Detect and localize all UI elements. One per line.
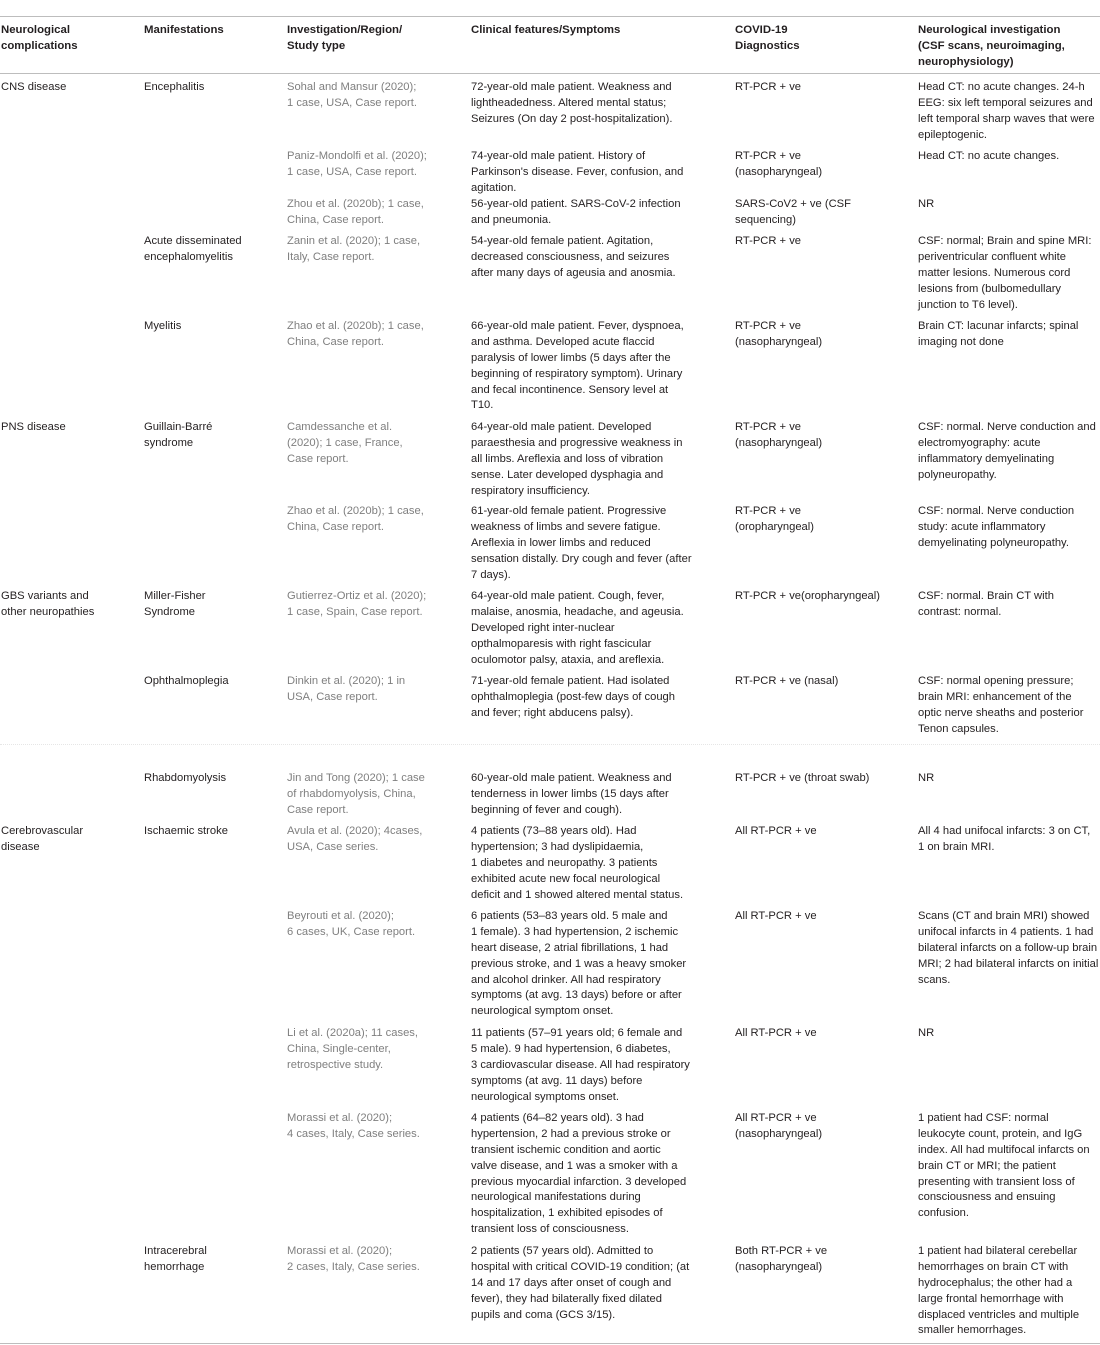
cell-line: respiratory insufficiency. <box>471 484 590 497</box>
cell-line: 60-year-old male patient. Weakness and <box>471 772 672 784</box>
header-line: Neurological investigation <box>918 24 1061 36</box>
cell-line: valve disease, and 1 was a smoker with a <box>471 1159 678 1172</box>
cell-line: Guillain-Barré <box>144 421 213 433</box>
cell-line: CSF: normal. Nerve conduction <box>918 505 1075 517</box>
cell-line: transient ischemic condition and aortic <box>471 1143 661 1156</box>
cell-line: 4 patients (64–82 years old). 3 had <box>471 1112 644 1124</box>
row-diagnostics <box>735 149 822 181</box>
cell-line: unifocal infarcts in 4 patients. 1 had <box>918 925 1094 938</box>
cell-line: tenderness in lower limbs (15 days after <box>471 787 669 800</box>
cell-line: 74-year-old male patient. History of <box>471 150 646 162</box>
cell-line: deficit and 1 showed altered mental status. <box>471 888 684 901</box>
row-manifestation <box>144 319 181 335</box>
row-group-label <box>1 589 94 621</box>
cell-line: Myelitis <box>144 320 182 332</box>
row-investigation <box>918 80 1095 144</box>
row-group-label <box>1 420 66 436</box>
cell-line: NR <box>918 1027 935 1039</box>
cell-line: Case report. <box>287 452 349 465</box>
cell-line: 1 case, USA, Case report. <box>287 165 417 178</box>
cell-line: RT-PCR + ve <box>735 320 802 332</box>
cell-line: 14 and 17 days after onset of cough and <box>471 1276 672 1289</box>
cell-line: All RT-PCR + ve <box>735 1027 817 1039</box>
cell-line: (nasopharyngeal) <box>735 1260 823 1273</box>
cell-line: junction to T6 level). <box>918 298 1018 311</box>
row-clinical-features <box>471 319 684 414</box>
row-diagnostics <box>735 319 822 351</box>
row-clinical-features <box>471 149 683 197</box>
cell-line: displaced ventricles and multiple <box>918 1308 1080 1321</box>
cell-line: oculomotor palsy, ataxia, and areflexia. <box>471 653 665 666</box>
cell-line: hospital with critical COVID-19 condition; (at <box>471 1260 690 1273</box>
cell-line: opthalmoparesis with right fascicular <box>471 637 652 650</box>
cell-line: syndrome <box>144 436 194 449</box>
cell-line: NR <box>918 198 935 210</box>
cell-line: Cerebrovascular <box>1 825 84 837</box>
header-neurological-complications <box>1 23 78 55</box>
row-manifestation <box>144 674 229 690</box>
cell-line: sequencing) <box>735 213 796 226</box>
cell-line: GBS variants and <box>1 590 89 602</box>
cell-line: T10. <box>471 399 494 412</box>
cell-line: previous myocardial infarction. 3 developed <box>471 1175 687 1188</box>
cell-line: 4 patients (73–88 years old). Had <box>471 825 637 837</box>
row-study-reference <box>287 1111 420 1143</box>
cell-line: all limbs. Areflexia and loss of vibration <box>471 452 664 465</box>
cell-line: RT-PCR + ve <box>735 150 802 162</box>
cell-line: Acute disseminated <box>144 235 242 247</box>
cell-line: 1 diabetes and neuropathy. 3 patients <box>471 856 658 869</box>
cell-line: optic nerve sheaths and posterior <box>918 706 1084 719</box>
cell-line: Head CT: no acute changes. 24-h <box>918 81 1085 93</box>
header-clinical-features <box>471 23 620 39</box>
row-group-label <box>1 824 83 856</box>
row-study-reference <box>287 771 425 819</box>
cell-line: Zhao et al. (2020b); 1 case, <box>287 505 424 517</box>
cell-line: CSF: normal. Nerve conduction and <box>918 421 1096 433</box>
cell-line: USA, Case series. <box>287 840 379 853</box>
cell-line: symptoms (at avg. 11 days) before <box>471 1074 643 1087</box>
cell-line: CNS disease <box>1 81 67 93</box>
cell-line: periventricular confluent white <box>918 250 1066 263</box>
cell-line: hypertension, 2 had a previous stroke or <box>471 1127 671 1140</box>
cell-line: neurological symptom onset. <box>471 1005 614 1018</box>
cell-line: 11 patients (57–91 years old; 6 female and <box>471 1027 683 1039</box>
header-line: Manifestations <box>144 24 224 36</box>
cell-line: 1 patient had bilateral cerebellar <box>918 1245 1078 1257</box>
header-line: COVID-19 <box>735 24 788 36</box>
header-line: Study type <box>287 39 346 52</box>
cell-line: 2 cases, Italy, Case series. <box>287 1260 420 1273</box>
cell-line: China, Single-center, <box>287 1042 391 1055</box>
row-investigation <box>918 197 934 213</box>
cell-line: weakness of limbs and severe fatigue. <box>471 520 661 533</box>
cell-line: RT-PCR + ve(oropharyngeal) <box>735 590 880 602</box>
header-investigation-region <box>287 23 402 55</box>
cell-line: Tenon capsules. <box>918 722 999 735</box>
cell-line: paraesthesia and progressive weakness in <box>471 436 683 449</box>
cell-line: NR <box>918 772 935 784</box>
cell-line: hospitalization, 1 exhibited episodes of <box>471 1207 663 1220</box>
row-investigation <box>918 234 1091 313</box>
row-diagnostics <box>735 589 880 605</box>
row-clinical-features <box>471 771 672 819</box>
cell-line: 71-year-old female patient. Had isolated <box>471 675 670 687</box>
cell-line: 4 cases, Italy, Case series. <box>287 1127 420 1140</box>
header-neurological-investigation <box>918 23 1065 70</box>
cell-line: after many days of ageusia and anosmia. <box>471 266 676 279</box>
row-study-reference <box>287 824 422 856</box>
cell-line: 1 case, Spain, Case report. <box>287 605 423 618</box>
row-diagnostics <box>735 234 801 250</box>
cell-line: 1 patient had CSF: normal <box>918 1112 1049 1124</box>
cell-line: MRI; 2 had bilateral infarcts on initial <box>918 957 1099 970</box>
cell-line: consciousness and ensuing <box>918 1191 1056 1204</box>
cell-line: (nasopharyngeal) <box>735 335 823 348</box>
row-study-reference <box>287 197 424 229</box>
cell-line: large frontal hemorrhage with <box>918 1292 1064 1305</box>
row-study-reference <box>287 420 403 468</box>
header-line: neurophysiology) <box>918 55 1014 68</box>
cell-line: (nasopharyngeal) <box>735 436 823 449</box>
cell-line: 3 cardiovascular disease. All had respiratory <box>471 1058 690 1071</box>
cell-line: demyelinating polyneuropathy. <box>918 536 1069 549</box>
cell-line: ophthalmoplegia (post-few days of cough <box>471 690 675 703</box>
cell-line: Head CT: no acute changes. <box>918 150 1060 162</box>
cell-line: China, Case report. <box>287 213 385 226</box>
cell-line: Areflexia in lower limbs and reduced <box>471 536 651 549</box>
row-study-reference <box>287 149 427 181</box>
row-clinical-features <box>471 1244 689 1323</box>
row-diagnostics <box>735 1111 822 1143</box>
cell-line: left temporal sharp waves that were <box>918 112 1095 125</box>
row-investigation <box>918 674 1083 738</box>
cell-line: USA, Case report. <box>287 690 378 703</box>
cell-line: Case report. <box>287 803 349 816</box>
cell-line: Both RT-PCR + ve <box>735 1245 828 1257</box>
cell-line: EEG: six left temporal seizures and <box>918 96 1093 109</box>
cell-line: Seizures (On day 2 post-hospitalization). <box>471 112 673 125</box>
cell-line: neurological symptoms onset. <box>471 1090 619 1103</box>
cell-line: (2020); 1 case, France, <box>287 436 403 449</box>
cell-line: CSF: normal opening pressure; <box>918 675 1074 687</box>
row-investigation <box>918 1026 934 1042</box>
row-clinical-features <box>471 674 675 722</box>
row-study-reference <box>287 909 415 941</box>
cell-line: Paniz-Mondolfi et al. (2020); <box>287 150 427 162</box>
header-line: Diagnostics <box>735 39 800 52</box>
header-line: Clinical features/Symptoms <box>471 24 621 36</box>
cell-line: 5 male). 9 had hypertension, 6 diabetes, <box>471 1042 671 1055</box>
cell-line: and alcohol drinker. All had respiratory <box>471 973 661 986</box>
cell-line: (nasopharyngeal) <box>735 165 823 178</box>
cell-line: 61-year-old female patient. Progressive <box>471 505 667 517</box>
cell-line: malaise, anosmia, headache, and ageusia. <box>471 605 684 618</box>
cell-line: Encephalitis <box>144 81 205 93</box>
cell-line: Scans (CT and brain MRI) showed <box>918 910 1090 922</box>
cell-line: decreased consciousness, and seizures <box>471 250 670 263</box>
cell-line: 6 cases, UK, Case report. <box>287 925 416 938</box>
cell-line: lesions from (bulbomedullary <box>918 282 1062 295</box>
cell-line: Beyrouti et al. (2020); <box>287 910 394 922</box>
cell-line: Zhao et al. (2020b); 1 case, <box>287 320 424 332</box>
cell-line: China, Case report. <box>287 335 385 348</box>
row-clinical-features <box>471 909 686 1020</box>
cell-line: previous stroke, and 1 was a heavy smoker <box>471 957 687 970</box>
cell-line: 64-year-old male patient. Cough, fever, <box>471 590 665 602</box>
header-manifestations <box>144 23 224 39</box>
row-diagnostics <box>735 80 801 96</box>
cell-line: 66-year-old male patient. Fever, dyspnoea, <box>471 320 684 332</box>
row-diagnostics <box>735 824 817 840</box>
cell-line: SARS-CoV2 + ve (CSF <box>735 198 851 210</box>
cell-line: 54-year-old female patient. Agitation, <box>471 235 654 247</box>
cell-line: Li et al. (2020a); 11 cases, <box>287 1027 419 1039</box>
row-manifestation <box>144 80 204 96</box>
row-manifestation <box>144 234 242 266</box>
cell-line: symptoms (at avg. 13 days) before or after <box>471 989 682 1002</box>
cell-line: Italy, Case report. <box>287 250 375 263</box>
cell-line: All RT-PCR + ve <box>735 910 817 922</box>
row-investigation <box>918 420 1096 484</box>
cell-line: CSF: normal. Brain CT with <box>918 590 1054 602</box>
row-clinical-features <box>471 589 684 668</box>
cell-line: 1 on brain MRI. <box>918 840 995 853</box>
cell-line: Gutierrez-Ortiz et al. (2020); <box>287 590 427 602</box>
cell-line: beginning of fever and cough). <box>471 803 623 816</box>
cell-line: RT-PCR + ve <box>735 421 802 433</box>
cell-line: neurological manifestations during <box>471 1191 641 1204</box>
cell-line: epileptogenic. <box>918 128 988 141</box>
cell-line: disease <box>1 840 40 853</box>
table-header <box>0 16 1100 74</box>
row-manifestation <box>144 824 228 840</box>
cell-line: Dinkin et al. (2020); 1 in <box>287 675 406 687</box>
cell-line: RT-PCR + ve (nasal) <box>735 675 839 687</box>
row-manifestation <box>144 420 212 452</box>
cell-line: electromyography: acute <box>918 436 1041 449</box>
row-study-reference <box>287 674 405 706</box>
cell-line: pupils and coma (GCS 3/15). <box>471 1308 616 1321</box>
cell-line: transient loss of consciousness. <box>471 1223 629 1236</box>
cell-line: leukocyte count, protein, and IgG <box>918 1127 1083 1140</box>
cell-line: heart disease, 2 atrial fibrillations, 1 had <box>471 941 669 954</box>
cell-line: and pneumonia. <box>471 213 552 226</box>
row-study-reference <box>287 1026 418 1074</box>
cell-line: Camdessanche et al. <box>287 421 393 433</box>
row-clinical-features <box>471 420 682 499</box>
row-diagnostics <box>735 197 851 229</box>
cell-line: Intracerebral <box>144 1245 207 1257</box>
row-manifestation <box>144 771 226 787</box>
row-study-reference <box>287 589 426 621</box>
cell-line: Sohal and Mansur (2020); <box>287 81 417 93</box>
cell-line: 1 case, USA, Case report. <box>287 96 417 109</box>
cell-line: imaging not done <box>918 335 1004 348</box>
row-investigation <box>918 771 934 787</box>
cell-line: of rhabdomyolysis, China, <box>287 787 416 800</box>
cell-line: (nasopharyngeal) <box>735 1127 823 1140</box>
cell-line: lightheadedness. Altered mental status; <box>471 96 667 109</box>
cell-line: presenting with transient loss of <box>918 1175 1075 1188</box>
row-study-reference <box>287 319 424 351</box>
cell-line: Brain CT: lacunar infarcts; spinal <box>918 320 1079 332</box>
row-investigation <box>918 909 1098 988</box>
cell-line: fever), they had bilaterally fixed dilated <box>471 1292 662 1305</box>
cell-line: smaller hemorrhages. <box>918 1324 1027 1337</box>
cell-line: Avula et al. (2020); 4cases, <box>287 825 423 837</box>
row-study-reference <box>287 234 420 266</box>
table-bottom-rule <box>0 1343 1100 1344</box>
cell-line: Parkinson's disease. Fever, confusion, and <box>471 165 684 178</box>
cell-line: 64-year-old male patient. Developed <box>471 421 652 433</box>
cell-line: 1 female). 3 had hypertension, 2 ischemic <box>471 925 679 938</box>
header-line: Investigation/Region/ <box>287 24 403 36</box>
cell-line: All 4 had unifocal infarcts: 3 on CT, <box>918 825 1091 837</box>
row-investigation <box>918 504 1074 552</box>
cell-line: and fever; right abducens palsy). <box>471 706 634 719</box>
cell-line: scans. <box>918 973 951 986</box>
cell-line: index. All had multifocal infarcts on <box>918 1143 1090 1156</box>
cell-line: Zhou et al. (2020b); 1 case, <box>287 198 424 210</box>
cell-line: 6 patients (53–83 years old. 5 male and <box>471 910 668 922</box>
header-covid-diagnostics <box>735 23 800 55</box>
cell-line: RT-PCR + ve <box>735 235 802 247</box>
cell-line: China, Case report. <box>287 520 385 533</box>
row-investigation <box>918 1111 1090 1222</box>
cell-line: paralysis of lower limbs (5 days after the <box>471 351 671 364</box>
cell-line: 56-year-old patient. SARS-CoV-2 infection <box>471 198 681 210</box>
row-clinical-features <box>471 1111 686 1238</box>
cell-line: retrospective study. <box>287 1058 384 1071</box>
cell-line: bilateral infarcts on a follow-up brain <box>918 941 1098 954</box>
header-line: complications <box>1 39 78 52</box>
row-diagnostics <box>735 909 817 925</box>
cell-line: brain CT or MRI; the patient <box>918 1159 1056 1172</box>
cell-line: brain MRI: enhancement of the <box>918 690 1072 703</box>
row-diagnostics <box>735 771 869 787</box>
cell-line: Ophthalmoplegia <box>144 675 229 687</box>
cell-line: inflammatory demyelinating <box>918 452 1055 465</box>
cell-line: RT-PCR + ve (throat swab) <box>735 772 870 784</box>
cell-line: Rhabdomyolysis <box>144 772 227 784</box>
row-investigation <box>918 1244 1079 1339</box>
cell-line: RT-PCR + ve <box>735 505 802 517</box>
row-clinical-features <box>471 197 681 229</box>
cell-line: Jin and Tong (2020); 1 case <box>287 772 425 784</box>
row-investigation <box>918 149 1059 165</box>
cell-line: hypertension; 3 had dyslipidaemia, <box>471 840 644 853</box>
row-group-label <box>1 80 66 96</box>
row-diagnostics <box>735 1026 817 1042</box>
cell-line: Ischaemic stroke <box>144 825 228 837</box>
cell-line: and fecal incontinence. Sensory level at <box>471 383 669 396</box>
cell-line: confusion. <box>918 1207 969 1220</box>
header-line: Neurological <box>1 24 70 36</box>
cell-line: All RT-PCR + ve <box>735 825 817 837</box>
cell-line: hemorrhages on brain CT with <box>918 1260 1069 1273</box>
cell-line: exhibited acute new focal neurological <box>471 872 661 885</box>
cell-line: Miller-Fisher <box>144 590 206 602</box>
row-investigation <box>918 319 1078 351</box>
row-diagnostics <box>735 504 814 536</box>
cell-line: matter lesions. Numerous cord <box>918 266 1071 279</box>
cell-line: other neuropathies <box>1 605 95 618</box>
page-break-divider <box>0 744 1100 746</box>
cell-line: encephalomyelitis <box>144 250 233 263</box>
cell-line: polyneuropathy. <box>918 468 997 481</box>
cell-line: 2 patients (57 years old). Admitted to <box>471 1245 654 1257</box>
cell-line: beginning of respiratory symptom). Urinary <box>471 367 683 380</box>
cell-line: All RT-PCR + ve <box>735 1112 817 1124</box>
row-investigation <box>918 589 1054 621</box>
cell-line: hydrocephalus; the other had a <box>918 1276 1073 1289</box>
cell-line: and asthma. Developed acute flaccid <box>471 335 655 348</box>
row-manifestation <box>144 1244 207 1276</box>
cell-line: 72-year-old male patient. Weakness and <box>471 81 672 93</box>
row-diagnostics <box>735 674 838 690</box>
cell-line: Syndrome <box>144 605 195 618</box>
cell-line: sense. Later developed dysphagia and <box>471 468 664 481</box>
cell-line: sensation distally. Dry cough and fever (after <box>471 552 692 565</box>
row-diagnostics <box>735 1244 827 1276</box>
cell-line: study: acute inflammatory <box>918 520 1046 533</box>
cell-line: contrast: normal. <box>918 605 1002 618</box>
cell-line: (oropharyngeal) <box>735 520 814 533</box>
row-clinical-features <box>471 504 692 583</box>
cell-line: hemorrhage <box>144 1260 205 1273</box>
cell-line: Morassi et al. (2020); <box>287 1112 393 1124</box>
row-investigation <box>918 824 1090 856</box>
row-clinical-features <box>471 80 672 128</box>
row-diagnostics <box>735 420 822 452</box>
row-clinical-features <box>471 1026 690 1105</box>
header-line: (CSF scans, neuroimaging, <box>918 39 1065 52</box>
row-manifestation <box>144 589 206 621</box>
cell-line: RT-PCR + ve <box>735 81 802 93</box>
row-clinical-features <box>471 824 683 903</box>
cell-line: PNS disease <box>1 421 66 433</box>
row-clinical-features <box>471 234 676 282</box>
cell-line: Zanin et al. (2020); 1 case, <box>287 235 421 247</box>
row-study-reference <box>287 1244 420 1276</box>
cell-line: Developed right inter-nuclear <box>471 621 615 634</box>
row-study-reference <box>287 504 424 536</box>
cell-line: agitation. <box>471 181 517 194</box>
cell-line: CSF: normal; Brain and spine MRI: <box>918 235 1092 247</box>
row-study-reference <box>287 80 417 112</box>
cell-line: 7 days). <box>471 568 511 581</box>
cell-line: Morassi et al. (2020); <box>287 1245 393 1257</box>
